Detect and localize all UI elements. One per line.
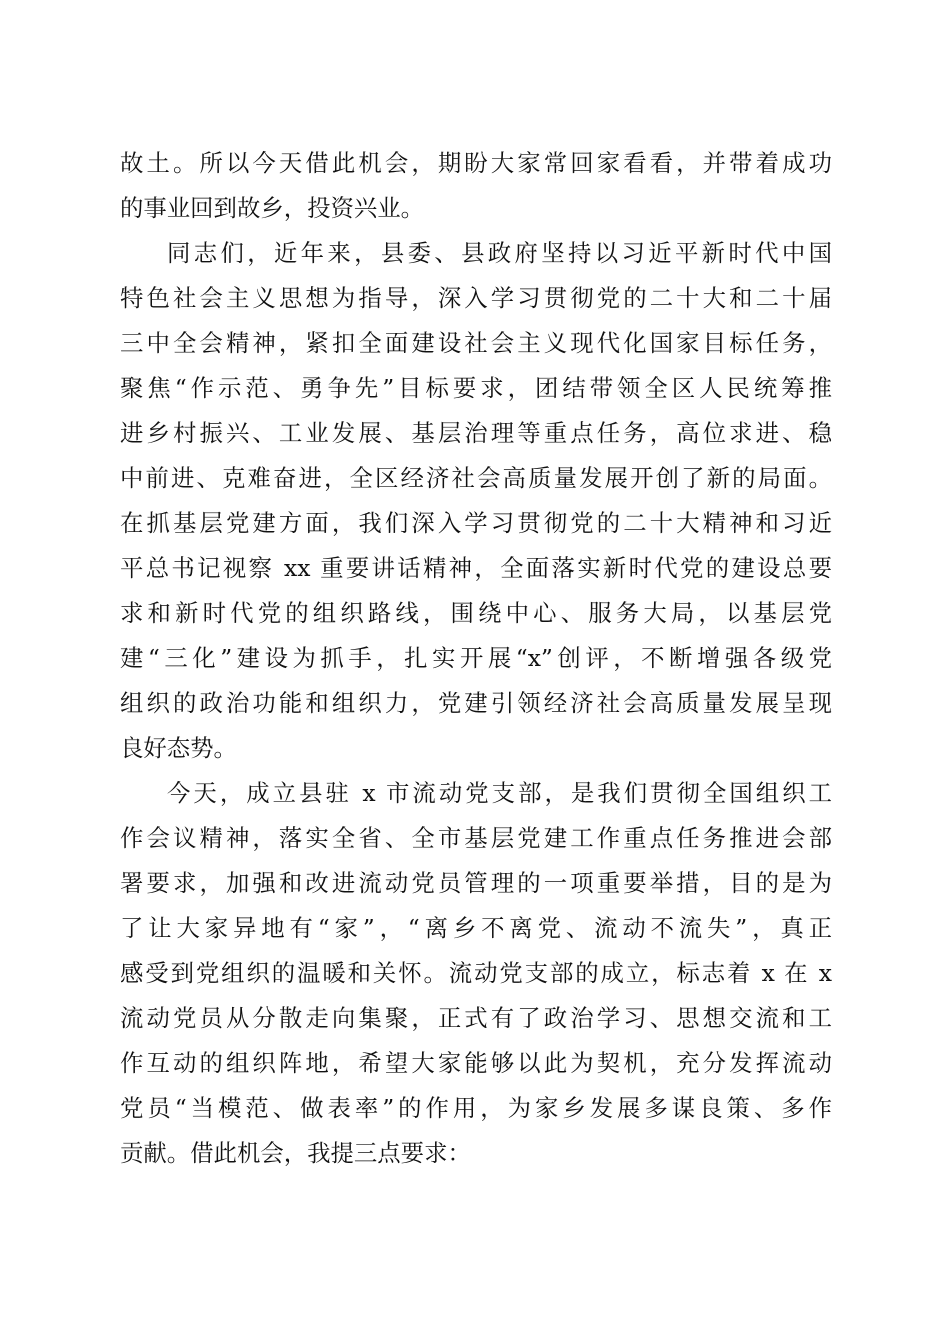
text-line: 的事业回到故乡，投资兴业。 <box>120 194 425 222</box>
text-line: 进乡村振兴、工业发展、基层治理等重点任务，高位求进、稳 <box>120 419 832 447</box>
text-line: 同志们，近年来，县委、县政府坚持以习近平新时代中国 <box>167 239 832 267</box>
text-line: 组织的政治功能和组织力，党建引领经济社会高质量发展呈现 <box>120 689 832 717</box>
text-line: 平总书记视察 xx 重要讲话精神，全面落实新时代党的建设总要 <box>120 554 832 582</box>
body-text <box>120 141 832 1176</box>
text-line: 建“三化”建设为抓手，扎实开展“x”创评，不断增强各级党 <box>120 644 832 672</box>
text-line: 贡献。借此机会，我提三点要求： <box>120 1139 471 1167</box>
text-line: 故土。所以今天借此机会，期盼大家常回家看看，并带着成功 <box>120 149 832 177</box>
text-line: 署要求，加强和改进流动党员管理的一项重要举措，目的是为 <box>120 869 832 897</box>
text-line: 感受到党组织的温暖和关怀。流动党支部的成立，标志着 x 在 x <box>120 959 832 987</box>
text-line: 今天，成立县驻 x 市流动党支部，是我们贯彻全国组织工 <box>167 779 832 807</box>
text-line: 在抓基层党建方面，我们深入学习贯彻党的二十大精神和习近 <box>120 509 832 537</box>
text-line: 流动党员从分散走向集聚，正式有了政治学习、思想交流和工 <box>120 1004 832 1032</box>
text-line: 三中全会精神，紧扣全面建设社会主义现代化国家目标任务， <box>120 329 832 357</box>
text-line: 中前进、克难奋进，全区经济社会高质量发展开创了新的局面。 <box>120 464 832 492</box>
text-line: 了让大家异地有“家”，“离乡不离党、流动不流失”，真正 <box>120 914 832 942</box>
text-line: 求和新时代党的组织路线，围绕中心、服务大局，以基层党 <box>120 599 832 627</box>
text-line: 良好态势。 <box>120 734 237 762</box>
text-line: 作互动的组织阵地，希望大家能够以此为契机，充分发挥流动 <box>120 1049 832 1077</box>
text-line: 特色社会主义思想为指导，深入学习贯彻党的二十大和二十届 <box>120 284 832 312</box>
text-line: 聚焦“作示范、勇争先”目标要求，团结带领全区人民统筹推 <box>120 374 832 402</box>
text-line: 作会议精神，落实全省、全市基层党建工作重点任务推进会部 <box>120 824 832 852</box>
text-line: 党员“当模范、做表率”的作用，为家乡发展多谋良策、多作 <box>120 1094 832 1122</box>
